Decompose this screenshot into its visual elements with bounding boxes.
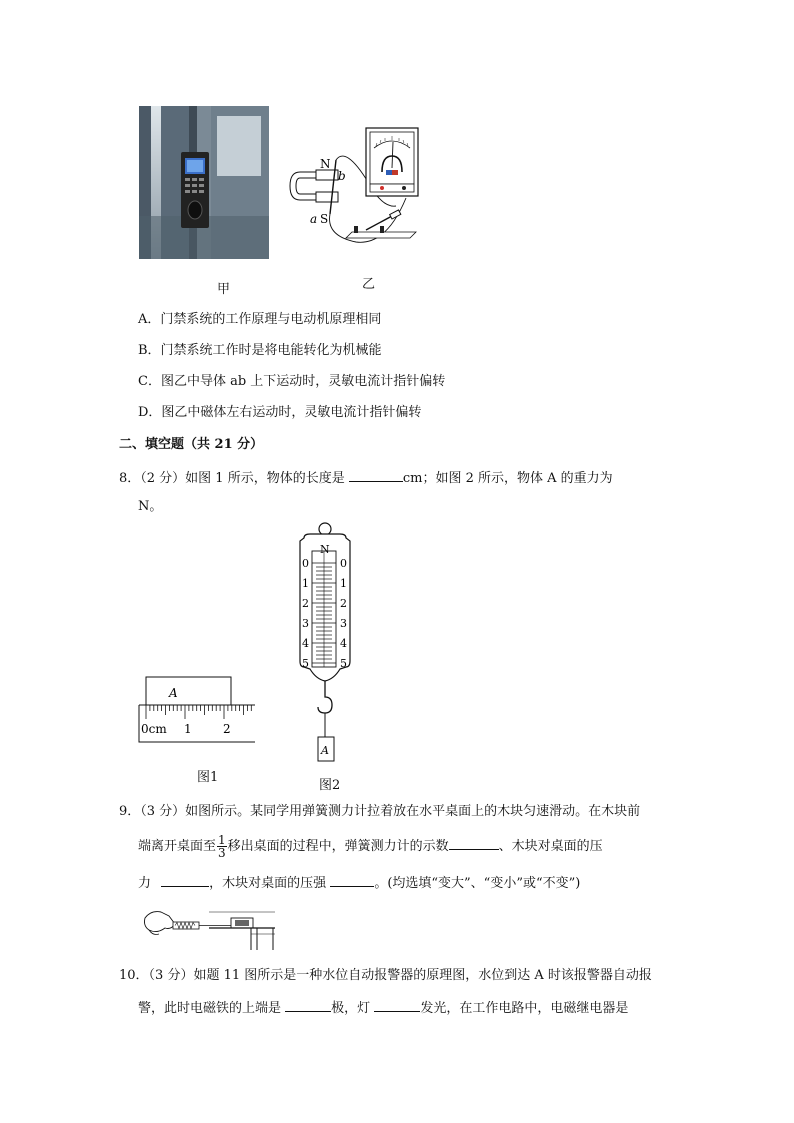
- question-10-line1: 10．（3 分）如题 11 图所示是一种水位自动报警器的原理图，水位到达 A 时该报警器自动报: [119, 968, 652, 983]
- answer-blank[interactable]: [285, 997, 331, 1012]
- scale-right-1: 1: [340, 577, 347, 590]
- figure-jia-caption: 甲: [217, 282, 231, 297]
- object-a-label: A: [169, 686, 178, 700]
- scale-left-2: 2: [302, 597, 309, 610]
- question-9-line1: 9．（3 分）如图所示。某同学用弹簧测力计拉着放在水平桌面上的木块匀速滑动。在木块前: [119, 804, 641, 819]
- q7-option-a: A．门禁系统的工作原理与电动机原理相同: [138, 312, 382, 327]
- scale-right-5: 5: [340, 657, 347, 670]
- scale-unit-label: N: [320, 543, 330, 556]
- scale-right-2: 2: [340, 597, 347, 610]
- question-10-line2: 警，此时电磁铁的上端是 极，灯 发光，在工作电路中，电磁继电器是: [138, 997, 628, 1019]
- question-8-line1: 8．（2 分）如图 1 所示，物体的长度是 cm；如图 2 所示，物体 A 的重力为: [119, 467, 613, 489]
- scale-left-3: 3: [302, 617, 309, 630]
- scale-right-0: 0: [340, 557, 347, 570]
- fraction-one-third: $\frac{1}{3}$: [218, 833, 226, 860]
- pole-s-label: S: [320, 212, 329, 226]
- scale-left-0: 0: [302, 557, 309, 570]
- pole-n-label: N: [320, 157, 331, 171]
- scale-left-1: 1: [302, 577, 309, 590]
- figure-1-caption: 图1: [197, 770, 219, 785]
- section-title: 二、填空题（共 21 分）: [119, 437, 264, 452]
- answer-blank[interactable]: [374, 997, 420, 1012]
- induction-circuit-diagram: [286, 126, 422, 256]
- figure-yi-caption: 乙: [362, 277, 376, 292]
- ruler-label-2: 2: [223, 722, 231, 736]
- scale-right-3: 3: [340, 617, 347, 630]
- scale-left-5: 5: [302, 657, 309, 670]
- spring-scale-figure: [294, 521, 358, 765]
- figure-2-caption: 图2: [319, 778, 341, 793]
- scale-right-4: 4: [340, 637, 347, 650]
- q7-option-c: C．图乙中导体 ab 上下运动时，灵敏电流计指针偏转: [138, 374, 446, 389]
- answer-blank[interactable]: [161, 872, 209, 887]
- weight-a-label: A: [321, 744, 329, 757]
- conductor-a-label: a: [310, 212, 318, 226]
- question-9-line2: 端离开桌面至 $\frac{1}{3}$ 移出桌面的过程中，弹簧测力计的示数 、木块对桌面的压: [138, 833, 603, 860]
- pull-block-figure: [139, 904, 281, 952]
- question-8-line2: N。: [138, 499, 163, 514]
- q7-option-d: D．图乙中磁体左右运动时，灵敏电流计指针偏转: [138, 405, 422, 420]
- answer-blank[interactable]: [330, 872, 374, 887]
- conductor-b-label: b: [338, 169, 346, 183]
- ruler-label-0: 0cm: [141, 722, 167, 736]
- door-access-photo: [139, 106, 269, 259]
- scale-left-4: 4: [302, 637, 309, 650]
- q7-option-b: B．门禁系统工作时是将电能转化为机械能: [138, 343, 382, 358]
- answer-blank[interactable]: [349, 467, 403, 482]
- question-9-line3: 力 ，木块对桌面的压强 。(均选填“变大”、“变小”或“不变”): [138, 872, 580, 894]
- ruler-figure: [137, 676, 259, 744]
- ruler-label-1: 1: [184, 722, 192, 736]
- answer-blank[interactable]: [449, 835, 499, 850]
